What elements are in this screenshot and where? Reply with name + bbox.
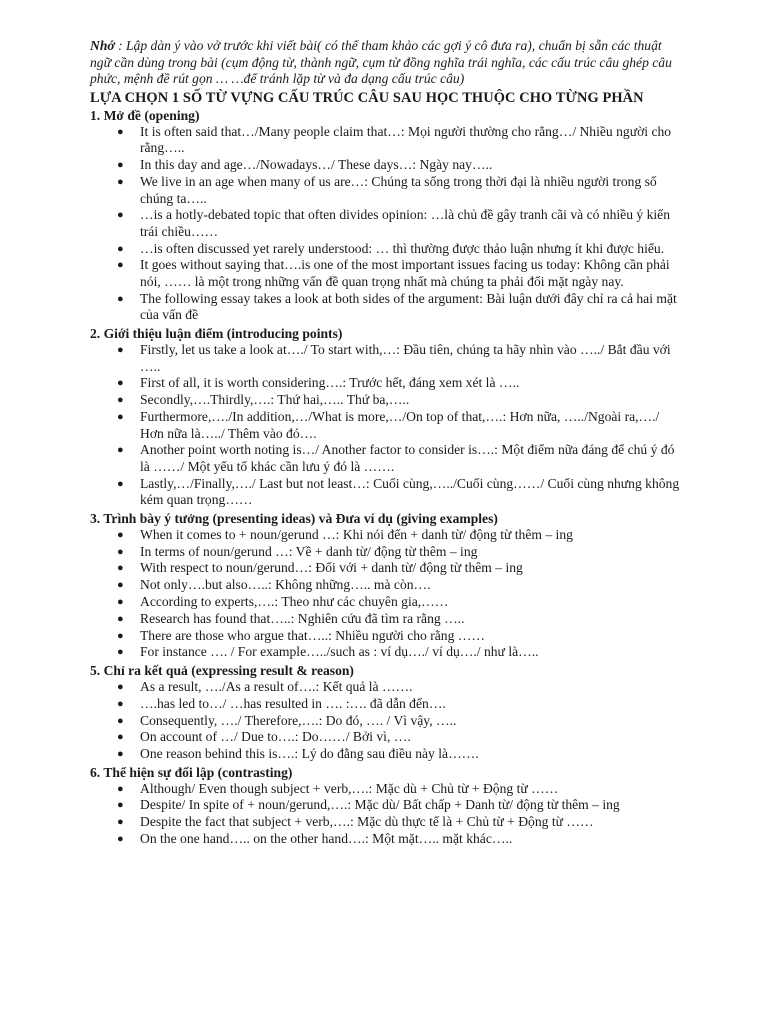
- bullet-icon: ●: [117, 782, 124, 795]
- list-item: [90, 392, 684, 409]
- bullet-icon: ●: [117, 646, 124, 659]
- list-item-text: According to experts,….: Theo như các chuyên gia,……: [140, 594, 449, 610]
- bullet-icon: ●: [117, 410, 124, 423]
- list-item: [90, 291, 684, 324]
- list-item-text: It goes without saying that….is one of the most important issues facing us today: Không cần phải nói, …… là một trong những vấn đề quan trọng nhất mà chúng ta phải đối mặt ngày nay.: [140, 257, 670, 290]
- list-item-text: When it comes to + noun/gerund …: Khi nói đến + danh từ/ động từ thêm – ing: [140, 526, 573, 542]
- section-title: 5. Chỉ ra kết quả (expressing result & reason): [90, 662, 354, 678]
- bullet-icon: ●: [117, 748, 124, 761]
- list-item-text: Despite/ In spite of + noun/gerund,….: Mặc dù/ Bất chấp + Danh từ/ động từ thêm – ing: [140, 797, 620, 813]
- list-item: [90, 342, 684, 375]
- bullet-icon: ●: [117, 292, 124, 305]
- bullet-icon: ●: [117, 377, 124, 390]
- list-item: [90, 442, 684, 475]
- list-item-text: It is often said that…/Many people claim that…: Mọi người thường cho rằng…/ Nhiều người cho rằng…..: [140, 123, 672, 156]
- list-item-text: Not only….but also…..: Không những….. mà còn….: [140, 577, 431, 593]
- list-item-text: …is often discussed yet rarely understood: … thì thường được thảo luận nhưng ít khi được hiểu.: [140, 240, 665, 256]
- bullet-list: [90, 781, 684, 848]
- bullet-icon: ●: [117, 816, 124, 829]
- list-item-text: First of all, it is worth considering….: Trước hết, đáng xem xét là …..: [140, 375, 520, 391]
- list-item-text: There are those who argue that…..: Nhiều người cho rằng ……: [140, 627, 485, 643]
- list-item-text: Secondly,….Thirdly,….: Thứ hai,….. Thứ ba,…..: [140, 392, 410, 408]
- section-title: 2. Giới thiệu luận điểm (introducing points): [90, 326, 343, 342]
- bullet-icon: ●: [117, 833, 124, 846]
- list-item: [90, 814, 684, 831]
- bullet-icon: ●: [117, 394, 124, 407]
- bullet-icon: ●: [117, 444, 124, 457]
- list-item: [90, 207, 684, 240]
- bullet-icon: ●: [117, 629, 124, 642]
- list-item-text: Despite the fact that subject + verb,….: Mặc dù thực tế là + Chủ từ + Động từ ……: [140, 814, 594, 830]
- list-item: [90, 375, 684, 392]
- list-item: [90, 781, 684, 798]
- list-item-text: As a result, …./As a result of….: Kết quả là …….: [140, 678, 413, 694]
- list-item-text: …is a hotly-debated topic that often divides opinion: …là chủ đề gây tranh cãi và có nhiều ý kiến trái chiều……: [140, 207, 671, 239]
- intro-note: [90, 38, 684, 88]
- list-item: [90, 527, 684, 544]
- bullet-icon: ●: [117, 477, 124, 490]
- list-item: [90, 679, 684, 696]
- list-item: [90, 696, 684, 713]
- list-item-text: Firstly, let us take a look at…./ To start with,…: Đầu tiên, chúng ta hãy nhìn vào …../ Bắt đầu với …..: [140, 342, 671, 374]
- section: [90, 764, 684, 848]
- bullet-icon: ●: [117, 731, 124, 744]
- bullet-icon: ●: [117, 799, 124, 812]
- list-item: [90, 476, 684, 509]
- list-item: [90, 241, 684, 258]
- list-item-text: With respect to noun/gerund…: Đối với + danh từ/ động từ thêm – ing: [140, 560, 523, 576]
- list-item-text: ….has led to…/ …has resulted in …. :…. đã dẫn đến….: [140, 695, 446, 711]
- list-item: [90, 729, 684, 746]
- list-item-text: We live in an age when many of us are…: Chúng ta sống trong thời đại là nhiều người trong số chúng ta…..: [140, 173, 657, 206]
- section: [90, 662, 684, 763]
- bullet-icon: ●: [117, 159, 124, 172]
- list-item: [90, 257, 684, 290]
- list-item-text: Although/ Even though subject + verb,….: Mặc dù + Chủ từ + Động từ ……: [140, 780, 559, 796]
- intro-label: Nhớ: [90, 38, 115, 53]
- bullet-icon: ●: [117, 242, 124, 255]
- bullet-icon: ●: [117, 680, 124, 693]
- section-title: 3. Trình bày ý tưởng (presenting ideas) và Đưa ví dụ (giving examples): [90, 510, 498, 526]
- list-item-text: For instance …. / For example…../such as : ví dụ…./ ví dụ…./ như là…..: [140, 644, 539, 660]
- bullet-icon: ●: [117, 528, 124, 541]
- bullet-list: [90, 527, 684, 661]
- list-item: [90, 797, 684, 814]
- list-item-text: Research has found that…..: Nghiên cứu đã tìm ra rằng …..: [140, 610, 465, 626]
- bullet-icon: ●: [117, 344, 124, 357]
- list-item: [90, 544, 684, 561]
- bullet-icon: ●: [117, 612, 124, 625]
- list-item-text: On account of …/ Due to….: Do……/ Bởi vì, ….: [140, 729, 411, 745]
- section-title: 1. Mở đề (opening): [90, 107, 200, 123]
- list-item-text: One reason behind this is….: Lý do đằng sau điều này là…….: [140, 746, 479, 762]
- list-item: [90, 577, 684, 594]
- list-item-text: The following essay takes a look at both sides of the argument: Bài luận dưới đây chỉ ra cả hai mặt của vấn đề: [140, 290, 677, 323]
- section: [90, 107, 684, 324]
- bullet-icon: ●: [117, 596, 124, 609]
- list-item: [90, 594, 684, 611]
- page-title: LỰA CHỌN 1 SỐ TỪ VỰNG CẤU TRÚC CÂU SAU HỌC THUỘC CHO TỪNG PHẦN: [90, 89, 644, 106]
- bullet-icon: ●: [117, 125, 124, 138]
- list-item: [90, 174, 684, 207]
- bullet-icon: ●: [117, 259, 124, 272]
- list-item: [90, 746, 684, 763]
- list-item: [90, 560, 684, 577]
- list-item: [90, 157, 684, 174]
- section-title: 6. Thể hiện sự đối lập (contrasting): [90, 764, 293, 780]
- bullet-icon: ●: [117, 714, 124, 727]
- sections-container: [90, 107, 684, 848]
- bullet-icon: ●: [117, 697, 124, 710]
- section: [90, 510, 684, 661]
- list-item-text: Furthermore,…./In addition,…/What is more,…/On top of that,….: Hơn nữa, …../Ngoài ra,…./ Hơn nữa là…../ Thêm vào đó….: [140, 408, 660, 441]
- list-item: [90, 713, 684, 730]
- intro-text: : Lập dàn ý vào vở trước khi viết bài( có thể tham khảo các gợi ý cô đưa ra), chuẩn bị sẵn các thuật ngữ cần dùng trong bài (cụm động từ, thành ngữ, cụm từ đồng nghĩa trái nghĩa, các cấu trúc câu ghép câu phức, mệnh đề rút gọn … …để tránh lặp từ và đa dạng cấu trúc câu): [90, 38, 672, 87]
- bullet-list: [90, 342, 684, 509]
- list-item-text: Lastly,…/Finally,…./ Last but not least…: Cuối cùng,…../Cuối cùng……/ Cuối cùng nhưng không kém quan trọng……: [140, 475, 680, 508]
- list-item: [90, 831, 684, 848]
- list-item-text: In terms of noun/gerund …: Về + danh từ/ động từ thêm – ing: [140, 543, 478, 559]
- bullet-icon: ●: [117, 545, 124, 558]
- list-item-text: Another point worth noting is…/ Another factor to consider is….: Một điểm nữa đáng để chú ý đó là ……/ Một yếu tố khác cần lưu ý đó là …….: [140, 442, 675, 474]
- list-item: [90, 124, 684, 157]
- bullet-icon: ●: [117, 209, 124, 222]
- list-item-text: In this day and age…/Nowadays…/ These days…: Ngày nay…..: [140, 157, 493, 173]
- bullet-list: [90, 124, 684, 324]
- section: [90, 325, 684, 509]
- list-item: [90, 644, 684, 661]
- list-item-text: On the one hand….. on the other hand….: Một mặt….. mặt khác…..: [140, 831, 513, 847]
- bullet-list: [90, 679, 684, 763]
- list-item: [90, 628, 684, 645]
- bullet-icon: ●: [117, 562, 124, 575]
- list-item: [90, 409, 684, 442]
- list-item: [90, 611, 684, 628]
- bullet-icon: ●: [117, 579, 124, 592]
- list-item-text: Consequently, …./ Therefore,….: Do đó, …. / Vì vậy, …..: [140, 712, 457, 728]
- bullet-icon: ●: [117, 175, 124, 188]
